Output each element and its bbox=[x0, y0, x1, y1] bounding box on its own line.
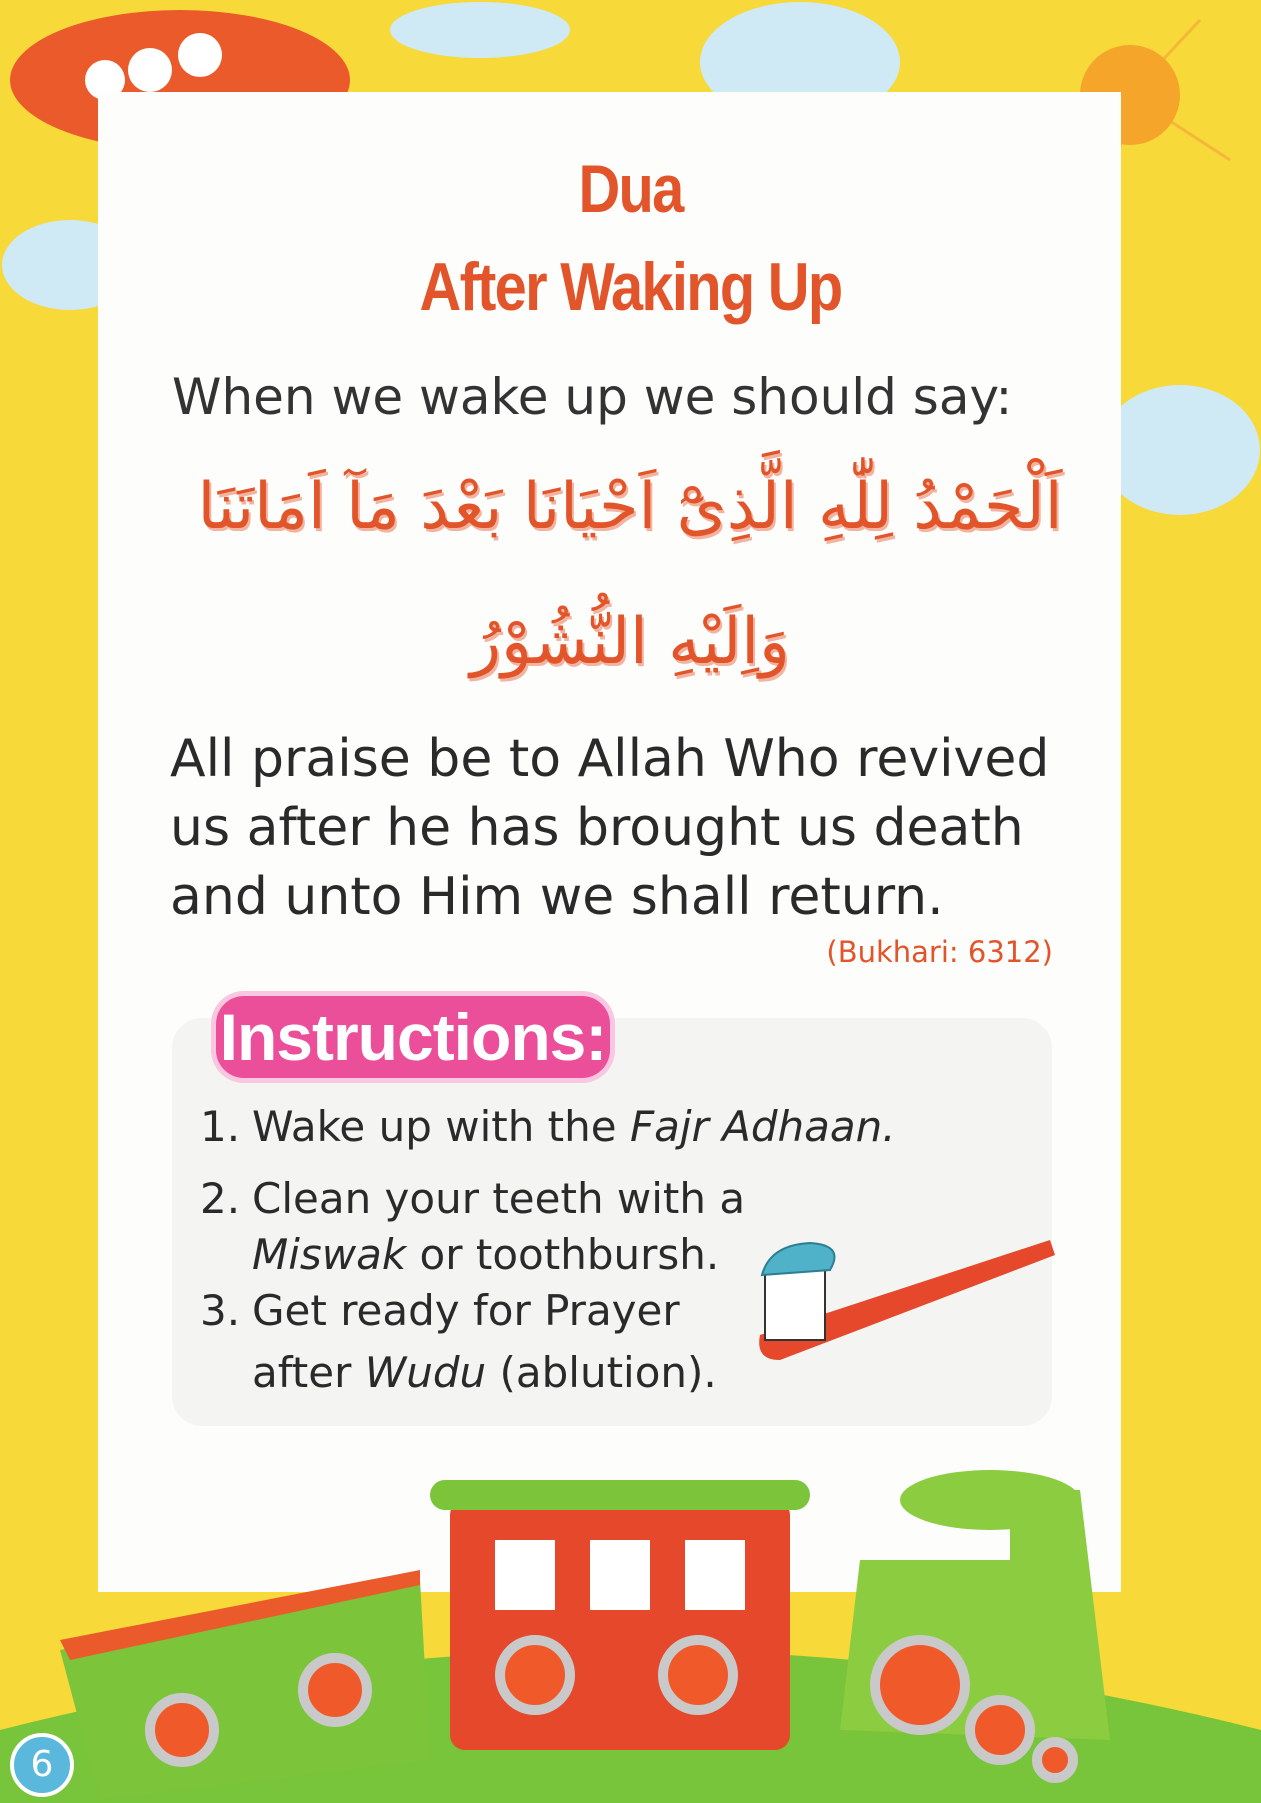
instructions-label: Instructions: bbox=[216, 996, 610, 1078]
toothbrush-icon bbox=[750, 1215, 1060, 1370]
arabic-dua-line-1: اَلْحَمْدُ لِلّٰهِ الَّذِىْٓ اَحْيَانَا بَعْدَ مَآ اَمَاتَنَا bbox=[197, 470, 1063, 544]
translation-line: All praise be to Allah Who revived bbox=[170, 729, 1050, 789]
page-number: 6 bbox=[10, 1733, 74, 1797]
intro-text: When we wake up we should say: bbox=[172, 368, 1013, 426]
title-after-waking-up: After Waking Up bbox=[419, 249, 842, 325]
translation-line: and unto Him we shall return. bbox=[170, 867, 944, 927]
translation bbox=[170, 725, 1060, 932]
train-illustration bbox=[0, 1430, 1261, 1803]
hadith-reference: (Bukhari: 6312) bbox=[826, 935, 1053, 969]
title-dua: Dua bbox=[578, 151, 683, 227]
translation-line: us after he has brought us death bbox=[170, 798, 1024, 858]
arabic-dua-line-2: وَاِلَيْهِ النُّشُوْرُ bbox=[470, 605, 790, 679]
